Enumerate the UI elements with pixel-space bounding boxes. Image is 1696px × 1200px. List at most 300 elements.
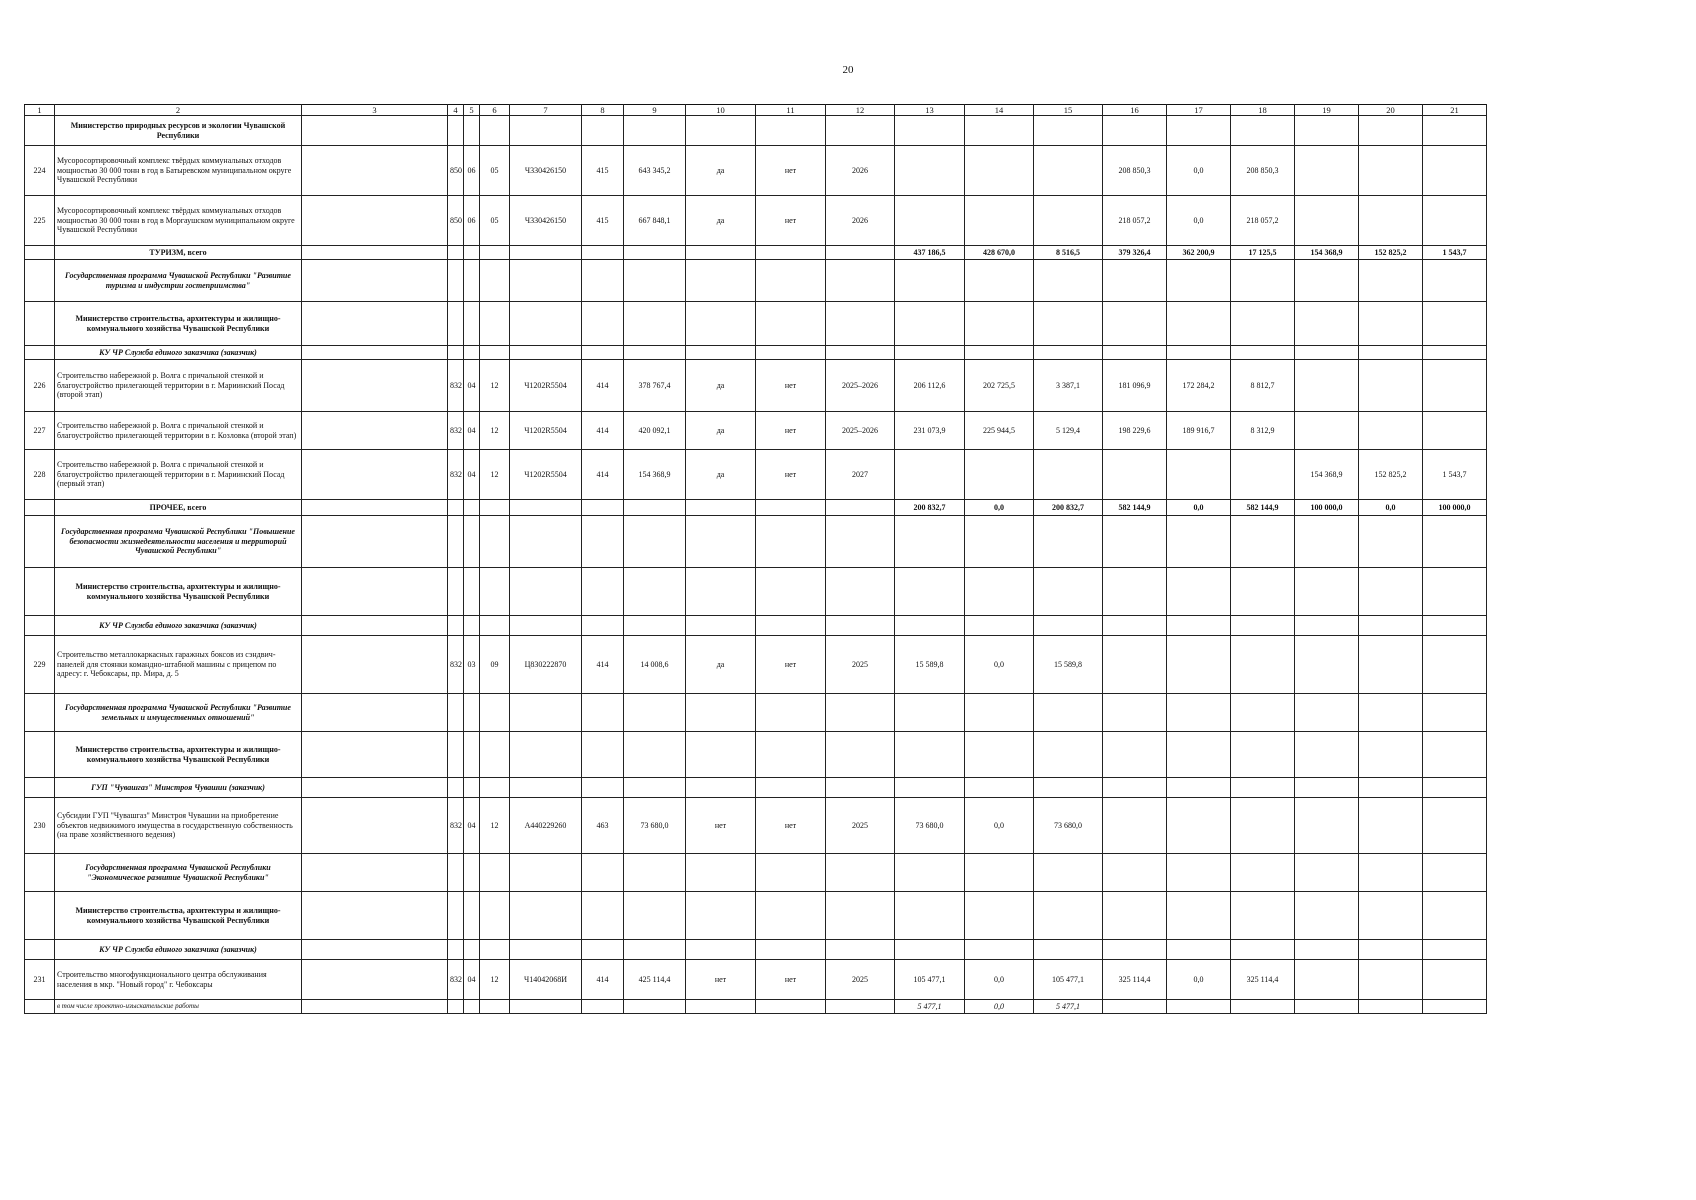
cell-col-15: 3 387,1 <box>1034 360 1103 412</box>
row-description: Мусоросортировочный комплекс твёрдых коммунальных отходов мощностью 30 000 тонн в год в Батыревском муниципальном округе Чувашской Республики <box>55 146 302 196</box>
cell-col-20 <box>1359 694 1423 732</box>
cell-col-18 <box>1231 732 1295 778</box>
cell-col-8: 414 <box>582 960 624 1000</box>
cell-col-12 <box>826 732 895 778</box>
cell-col-19: 154 368,9 <box>1295 246 1359 260</box>
cell-col-20: 152 825,2 <box>1359 246 1423 260</box>
cell-col-20 <box>1359 260 1423 302</box>
cell-col-6: 12 <box>480 360 510 412</box>
cell-col-9 <box>624 1000 686 1014</box>
cell-col-9 <box>624 500 686 516</box>
cell-col-6 <box>480 778 510 798</box>
cell-col-4 <box>448 302 464 346</box>
cell-col-12 <box>826 1000 895 1014</box>
cell-col-10: нет <box>686 960 756 1000</box>
row-number <box>25 1000 55 1014</box>
cell-col-4: 832 <box>448 798 464 854</box>
cell-col-13 <box>895 854 965 892</box>
cell-col-7: Ч330426150 <box>510 146 582 196</box>
cell-col-4 <box>448 500 464 516</box>
cell-col-18 <box>1231 450 1295 500</box>
row-number: 225 <box>25 196 55 246</box>
cell-col-12 <box>826 892 895 940</box>
cell-col-9 <box>624 854 686 892</box>
cell-col-20: 152 825,2 <box>1359 450 1423 500</box>
cell-col-20 <box>1359 960 1423 1000</box>
cell-col-11: нет <box>756 798 826 854</box>
cell-col-3 <box>302 196 448 246</box>
cell-col-15: 5 477,1 <box>1034 1000 1103 1014</box>
cell-col-11: нет <box>756 196 826 246</box>
cell-col-13 <box>895 346 965 360</box>
cell-col-12: 2026 <box>826 146 895 196</box>
cell-col-4 <box>448 346 464 360</box>
cell-col-10 <box>686 568 756 616</box>
page-number: 20 <box>842 64 854 76</box>
cell-col-8 <box>582 516 624 568</box>
cell-col-3 <box>302 302 448 346</box>
cell-col-13 <box>895 892 965 940</box>
cell-col-13 <box>895 732 965 778</box>
cell-col-3 <box>302 892 448 940</box>
cell-col-17 <box>1167 346 1231 360</box>
cell-col-9 <box>624 732 686 778</box>
cell-col-16 <box>1103 854 1167 892</box>
cell-col-14: 428 670,0 <box>965 246 1034 260</box>
cell-col-19 <box>1295 854 1359 892</box>
row-number <box>25 940 55 960</box>
cell-col-20 <box>1359 854 1423 892</box>
cell-col-3 <box>302 360 448 412</box>
cell-col-4 <box>448 246 464 260</box>
row-description: Строительство набережной р. Волга с причальной стенкой и благоустройство прилегающей территории в г. Козловка (второй этап) <box>55 412 302 450</box>
cell-col-3 <box>302 778 448 798</box>
cell-col-12: 2027 <box>826 450 895 500</box>
cell-col-3 <box>302 346 448 360</box>
cell-col-9: 667 848,1 <box>624 196 686 246</box>
cell-col-8 <box>582 732 624 778</box>
cell-col-14: 0,0 <box>965 636 1034 694</box>
cell-col-21 <box>1423 636 1487 694</box>
table-row <box>25 116 1487 146</box>
cell-col-6 <box>480 892 510 940</box>
cell-col-10: да <box>686 450 756 500</box>
cell-col-18 <box>1231 568 1295 616</box>
cell-col-5 <box>464 568 480 616</box>
table-row <box>25 732 1487 778</box>
cell-col-9: 643 345,2 <box>624 146 686 196</box>
cell-col-15: 5 129,4 <box>1034 412 1103 450</box>
cell-col-17 <box>1167 778 1231 798</box>
cell-col-20 <box>1359 778 1423 798</box>
row-number <box>25 568 55 616</box>
cell-col-4 <box>448 778 464 798</box>
cell-col-17 <box>1167 516 1231 568</box>
cell-col-13: 200 832,7 <box>895 500 965 516</box>
cell-col-15: 200 832,7 <box>1034 500 1103 516</box>
column-header: 8 <box>582 105 624 116</box>
cell-col-9 <box>624 892 686 940</box>
cell-col-20 <box>1359 516 1423 568</box>
cell-col-16 <box>1103 694 1167 732</box>
cell-col-11 <box>756 892 826 940</box>
cell-col-11 <box>756 516 826 568</box>
cell-col-7: Ц830222870 <box>510 636 582 694</box>
row-number <box>25 302 55 346</box>
cell-col-13: 15 589,8 <box>895 636 965 694</box>
cell-col-14 <box>965 694 1034 732</box>
cell-col-3 <box>302 854 448 892</box>
cell-col-4: 832 <box>448 960 464 1000</box>
cell-col-8 <box>582 854 624 892</box>
cell-col-12 <box>826 116 895 146</box>
cell-col-7: Ч1202R5504 <box>510 360 582 412</box>
cell-col-16: 218 057,2 <box>1103 196 1167 246</box>
row-number: 228 <box>25 450 55 500</box>
cell-col-11 <box>756 302 826 346</box>
cell-col-14 <box>965 854 1034 892</box>
cell-col-9: 425 114,4 <box>624 960 686 1000</box>
column-header: 6 <box>480 105 510 116</box>
cell-col-16 <box>1103 450 1167 500</box>
cell-col-21 <box>1423 892 1487 940</box>
cell-col-11 <box>756 500 826 516</box>
cell-col-5: 03 <box>464 636 480 694</box>
table-row <box>25 892 1487 940</box>
table-row <box>25 196 1487 246</box>
row-number <box>25 246 55 260</box>
cell-col-8 <box>582 116 624 146</box>
cell-col-7 <box>510 346 582 360</box>
cell-col-21 <box>1423 516 1487 568</box>
row-description: Строительство набережной р. Волга с причальной стенкой и благоустройство прилегающей территории в г. Мариинский Посад (первый этап) <box>55 450 302 500</box>
cell-col-19 <box>1295 260 1359 302</box>
cell-col-20 <box>1359 146 1423 196</box>
row-number: 227 <box>25 412 55 450</box>
cell-col-15 <box>1034 196 1103 246</box>
cell-col-10 <box>686 1000 756 1014</box>
cell-col-21 <box>1423 360 1487 412</box>
cell-col-11 <box>756 346 826 360</box>
column-header: 15 <box>1034 105 1103 116</box>
cell-col-20 <box>1359 346 1423 360</box>
cell-col-5 <box>464 1000 480 1014</box>
cell-col-17: 0,0 <box>1167 196 1231 246</box>
table-row <box>25 260 1487 302</box>
row-number: 224 <box>25 146 55 196</box>
cell-col-11: нет <box>756 146 826 196</box>
cell-col-8 <box>582 500 624 516</box>
cell-col-6: 12 <box>480 798 510 854</box>
cell-col-7 <box>510 516 582 568</box>
cell-col-10 <box>686 260 756 302</box>
cell-col-19 <box>1295 892 1359 940</box>
cell-col-7 <box>510 778 582 798</box>
cell-col-15: 15 589,8 <box>1034 636 1103 694</box>
cell-col-5 <box>464 302 480 346</box>
column-header: 11 <box>756 105 826 116</box>
cell-col-17 <box>1167 940 1231 960</box>
cell-col-19 <box>1295 960 1359 1000</box>
cell-col-21 <box>1423 940 1487 960</box>
cell-col-12 <box>826 854 895 892</box>
cell-col-19 <box>1295 568 1359 616</box>
cell-col-10 <box>686 940 756 960</box>
cell-col-18: 17 125,5 <box>1231 246 1295 260</box>
table-row <box>25 302 1487 346</box>
row-description: Строительство многофункционального центра обслуживания населения в мкр. "Новый город" г. Чебоксары <box>55 960 302 1000</box>
cell-col-10 <box>686 732 756 778</box>
cell-col-19 <box>1295 940 1359 960</box>
cell-col-14 <box>965 892 1034 940</box>
cell-col-11: нет <box>756 960 826 1000</box>
cell-col-20 <box>1359 1000 1423 1014</box>
cell-col-20 <box>1359 412 1423 450</box>
section-total-label: ТУРИЗМ, всего <box>55 246 302 260</box>
cell-col-21 <box>1423 798 1487 854</box>
cell-col-8 <box>582 302 624 346</box>
cell-col-8: 414 <box>582 450 624 500</box>
cell-col-12 <box>826 246 895 260</box>
column-header: 14 <box>965 105 1034 116</box>
column-header: 21 <box>1423 105 1487 116</box>
cell-col-6: 05 <box>480 196 510 246</box>
cell-col-16 <box>1103 1000 1167 1014</box>
cell-col-15: 8 516,5 <box>1034 246 1103 260</box>
cell-col-19 <box>1295 778 1359 798</box>
cell-col-6 <box>480 568 510 616</box>
cell-col-13 <box>895 116 965 146</box>
cell-col-14: 0,0 <box>965 1000 1034 1014</box>
cell-col-20 <box>1359 798 1423 854</box>
cell-col-12: 2026 <box>826 196 895 246</box>
cell-col-11: нет <box>756 412 826 450</box>
customer-name: КУ ЧР Служба единого заказчика (заказчик) <box>55 616 302 636</box>
row-number <box>25 732 55 778</box>
cell-col-5 <box>464 778 480 798</box>
cell-col-15 <box>1034 694 1103 732</box>
cell-col-9 <box>624 778 686 798</box>
cell-col-11 <box>756 246 826 260</box>
table-row <box>25 360 1487 412</box>
cell-col-13 <box>895 568 965 616</box>
cell-col-8 <box>582 694 624 732</box>
cell-col-19 <box>1295 694 1359 732</box>
column-header: 16 <box>1103 105 1167 116</box>
customer-name: КУ ЧР Служба единого заказчика (заказчик) <box>55 346 302 360</box>
cell-col-7 <box>510 854 582 892</box>
cell-col-14: 0,0 <box>965 960 1034 1000</box>
cell-col-10: да <box>686 196 756 246</box>
cell-col-16: 325 114,4 <box>1103 960 1167 1000</box>
cell-col-10 <box>686 616 756 636</box>
cell-col-7: А440229260 <box>510 798 582 854</box>
cell-col-14 <box>965 732 1034 778</box>
cell-col-11 <box>756 694 826 732</box>
cell-col-5: 04 <box>464 360 480 412</box>
cell-col-18 <box>1231 854 1295 892</box>
cell-col-16 <box>1103 616 1167 636</box>
program-name: Государственная программа Чувашской Республики "Повышение безопасности жизнедеятельности населения и территорий Чувашской Республики" <box>55 516 302 568</box>
cell-col-6 <box>480 694 510 732</box>
cell-col-13 <box>895 450 965 500</box>
cell-col-16 <box>1103 260 1167 302</box>
cell-col-19: 154 368,9 <box>1295 450 1359 500</box>
cell-col-19 <box>1295 1000 1359 1014</box>
cell-col-6 <box>480 116 510 146</box>
cell-col-5: 04 <box>464 412 480 450</box>
cell-col-10 <box>686 500 756 516</box>
cell-col-3 <box>302 960 448 1000</box>
cell-col-12: 2025–2026 <box>826 360 895 412</box>
cell-col-11 <box>756 616 826 636</box>
cell-col-8: 414 <box>582 412 624 450</box>
cell-col-8 <box>582 568 624 616</box>
cell-col-7 <box>510 616 582 636</box>
cell-col-14 <box>965 116 1034 146</box>
cell-col-13 <box>895 146 965 196</box>
cell-col-17 <box>1167 450 1231 500</box>
cell-col-15 <box>1034 568 1103 616</box>
cell-col-10: да <box>686 146 756 196</box>
column-header: 18 <box>1231 105 1295 116</box>
cell-col-3 <box>302 450 448 500</box>
cell-col-16 <box>1103 798 1167 854</box>
cell-col-7 <box>510 568 582 616</box>
row-number <box>25 778 55 798</box>
cell-col-4 <box>448 516 464 568</box>
cell-col-5 <box>464 346 480 360</box>
cell-col-17: 172 284,2 <box>1167 360 1231 412</box>
cell-col-21 <box>1423 116 1487 146</box>
cell-col-19 <box>1295 146 1359 196</box>
cell-col-17 <box>1167 732 1231 778</box>
investment-table <box>24 104 1487 1014</box>
cell-col-4 <box>448 854 464 892</box>
table-row <box>25 516 1487 568</box>
cell-col-8 <box>582 778 624 798</box>
cell-col-4 <box>448 732 464 778</box>
cell-col-5 <box>464 694 480 732</box>
cell-col-18 <box>1231 260 1295 302</box>
cell-col-13: 73 680,0 <box>895 798 965 854</box>
cell-col-16: 582 144,9 <box>1103 500 1167 516</box>
cell-col-14 <box>965 260 1034 302</box>
cell-col-7 <box>510 260 582 302</box>
cell-col-6 <box>480 260 510 302</box>
cell-col-18: 218 057,2 <box>1231 196 1295 246</box>
cell-col-5 <box>464 940 480 960</box>
cell-col-3 <box>302 798 448 854</box>
cell-col-5 <box>464 732 480 778</box>
cell-col-8 <box>582 1000 624 1014</box>
cell-col-18 <box>1231 940 1295 960</box>
column-header: 19 <box>1295 105 1359 116</box>
cell-col-3 <box>302 412 448 450</box>
cell-col-6: 12 <box>480 450 510 500</box>
cell-col-13 <box>895 302 965 346</box>
cell-col-6 <box>480 346 510 360</box>
subtotal-label: в том числе проектно-изыскательские работы <box>55 1000 302 1014</box>
row-number <box>25 616 55 636</box>
cell-col-15 <box>1034 892 1103 940</box>
cell-col-16 <box>1103 568 1167 616</box>
cell-col-3 <box>302 940 448 960</box>
cell-col-18 <box>1231 694 1295 732</box>
cell-col-19 <box>1295 302 1359 346</box>
cell-col-14 <box>965 146 1034 196</box>
cell-col-17 <box>1167 694 1231 732</box>
cell-col-21 <box>1423 616 1487 636</box>
cell-col-14: 0,0 <box>965 500 1034 516</box>
row-number: 230 <box>25 798 55 854</box>
cell-col-14: 225 944,5 <box>965 412 1034 450</box>
cell-col-11 <box>756 260 826 302</box>
cell-col-4: 832 <box>448 450 464 500</box>
organization-name: Министерство строительства, архитектуры и жилищно-коммунального хозяйства Чувашской Республики <box>55 302 302 346</box>
cell-col-14 <box>965 568 1034 616</box>
cell-col-12: 2025 <box>826 798 895 854</box>
cell-col-19 <box>1295 798 1359 854</box>
cell-col-16: 198 229,6 <box>1103 412 1167 450</box>
cell-col-3 <box>302 732 448 778</box>
row-number <box>25 500 55 516</box>
column-header: 7 <box>510 105 582 116</box>
cell-col-12 <box>826 616 895 636</box>
cell-col-3 <box>302 246 448 260</box>
cell-col-20 <box>1359 636 1423 694</box>
cell-col-21 <box>1423 854 1487 892</box>
cell-col-14 <box>965 516 1034 568</box>
cell-col-11: нет <box>756 360 826 412</box>
cell-col-4 <box>448 1000 464 1014</box>
cell-col-5 <box>464 260 480 302</box>
organization-name: Министерство строительства, архитектуры и жилищно-коммунального хозяйства Чувашской Республики <box>55 732 302 778</box>
table-row <box>25 346 1487 360</box>
table-row <box>25 568 1487 616</box>
customer-name: КУ ЧР Служба единого заказчика (заказчик) <box>55 940 302 960</box>
cell-col-15 <box>1034 146 1103 196</box>
cell-col-7 <box>510 302 582 346</box>
cell-col-7 <box>510 940 582 960</box>
cell-col-14 <box>965 616 1034 636</box>
column-header: 5 <box>464 105 480 116</box>
cell-col-10: нет <box>686 798 756 854</box>
cell-col-21 <box>1423 778 1487 798</box>
row-description: Строительство набережной р. Волга с причальной стенкой и благоустройство прилегающей территории в г. Мариинский Посад (второй этап) <box>55 360 302 412</box>
cell-col-5: 04 <box>464 450 480 500</box>
cell-col-15 <box>1034 854 1103 892</box>
cell-col-15 <box>1034 516 1103 568</box>
cell-col-12: 2025 <box>826 636 895 694</box>
table-row <box>25 854 1487 892</box>
row-number <box>25 260 55 302</box>
cell-col-5 <box>464 516 480 568</box>
cell-col-11 <box>756 854 826 892</box>
cell-col-11 <box>756 732 826 778</box>
cell-col-16 <box>1103 302 1167 346</box>
cell-col-4 <box>448 116 464 146</box>
cell-col-12 <box>826 694 895 732</box>
cell-col-21 <box>1423 694 1487 732</box>
cell-col-19 <box>1295 346 1359 360</box>
cell-col-12 <box>826 516 895 568</box>
cell-col-17 <box>1167 116 1231 146</box>
cell-col-21 <box>1423 146 1487 196</box>
cell-col-19 <box>1295 412 1359 450</box>
cell-col-17 <box>1167 854 1231 892</box>
row-number: 229 <box>25 636 55 694</box>
